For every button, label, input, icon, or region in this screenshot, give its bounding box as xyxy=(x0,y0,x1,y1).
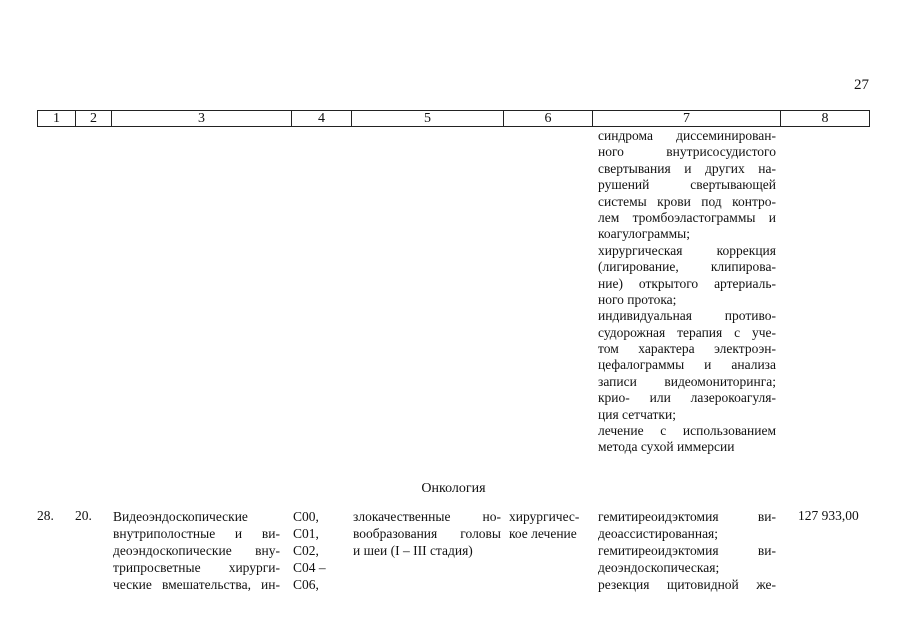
text-line: кое лечение xyxy=(509,526,577,541)
text-line: синдрома диссеминирован- xyxy=(598,128,776,143)
text-line: Видеоэндоскопические xyxy=(113,509,248,524)
text-line: внутриполостные и ви- xyxy=(113,526,280,541)
treatment-methods xyxy=(598,508,776,593)
group-number: 20. xyxy=(75,508,92,523)
header-col-2: 2 xyxy=(75,110,111,127)
text-line: ческие вмешательства, ин- xyxy=(113,577,280,592)
header-col-6: 6 xyxy=(503,110,592,127)
text-line: индивидуальная противо- xyxy=(598,308,776,324)
text-line: и шеи (I – III стадия) xyxy=(353,543,473,558)
text-line: злокачественные но- xyxy=(353,509,501,524)
section-title: Онкология xyxy=(421,481,486,496)
text-line: C02, xyxy=(293,543,319,558)
text-line: свертывания и других на- xyxy=(598,160,776,176)
row-number: 28. xyxy=(37,508,54,523)
text-line: (лигирование, клипирова- xyxy=(598,259,776,275)
text-line: хирургичес- xyxy=(509,509,580,524)
header-col-3: 3 xyxy=(111,110,291,127)
text-line: ного внутрисосудистого xyxy=(598,144,776,160)
text-line: лечение с использованием xyxy=(598,423,776,439)
text-line: метода сухой иммерсии xyxy=(598,439,735,455)
text-line: судорожная терапия с уче- xyxy=(598,324,776,340)
text-line: трипросветные хирурги- xyxy=(113,560,280,575)
header-col-5: 5 xyxy=(351,110,503,127)
header-col-4: 4 xyxy=(291,110,351,127)
text-line: C00, xyxy=(293,509,319,524)
text-line: цефалограммы и анализа xyxy=(598,357,776,373)
icd-codes xyxy=(293,508,343,593)
text-line: системы крови под контро- xyxy=(598,193,776,209)
text-line: коагулограммы; xyxy=(598,226,690,242)
text-line: резекция щитовидной же- xyxy=(598,577,776,592)
text-line: том характера электроэн- xyxy=(598,341,776,357)
header-col-8: 8 xyxy=(780,110,870,127)
text-line: лем тромбоэластограммы и xyxy=(598,209,776,225)
header-col-1: 1 xyxy=(37,110,75,127)
page-number: 27 xyxy=(854,77,869,93)
text-line: ного протока; xyxy=(598,291,677,307)
header-col-7: 7 xyxy=(592,110,780,127)
text-line: ция сетчатки; xyxy=(598,406,676,422)
text-line: C01, xyxy=(293,526,319,541)
text-line: деоэндоскопические вну- xyxy=(113,543,280,558)
text-line: гемитиреоидэктомия ви- xyxy=(598,509,776,524)
table-header xyxy=(37,110,870,127)
text-line: ние) открытого артериаль- xyxy=(598,275,776,291)
text-line: деоассистированная; xyxy=(598,526,719,541)
treatment-type xyxy=(509,508,587,542)
diagnosis xyxy=(353,508,501,559)
procedure-name xyxy=(113,508,280,593)
text-line: вообразования головы xyxy=(353,526,501,541)
text-line: C04 – xyxy=(293,560,326,575)
price: 127 933,00 xyxy=(798,508,859,523)
text-line: крио- или лазерокоагуля- xyxy=(598,390,776,406)
text-line: записи видеомониторинга; xyxy=(598,373,776,389)
text-line: рушений свертывающей xyxy=(598,177,776,193)
text-line: хирургическая коррекция xyxy=(598,242,776,258)
text-line: гемитиреоидэктомия ви- xyxy=(598,543,776,558)
col7-continuation xyxy=(598,128,776,456)
text-line: C06, xyxy=(293,577,319,592)
text-line: деоэндоскопическая; xyxy=(598,560,720,575)
